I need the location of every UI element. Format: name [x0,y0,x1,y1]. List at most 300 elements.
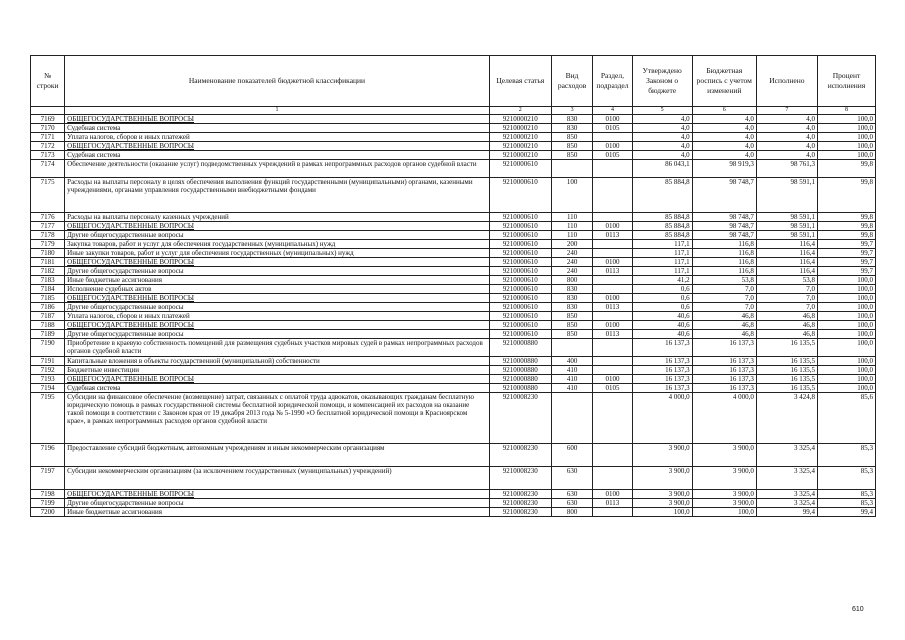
row-expense-kind: 830 [551,303,592,312]
row-target-article: 9210000210 [489,124,551,133]
row-percent: 100,0 [817,339,875,357]
table-row [31,393,876,444]
row-section: 0100 [593,490,632,499]
column-number [31,107,65,115]
row-target-article: 9210000610 [489,330,551,339]
row-expense-kind: 600 [551,444,592,467]
row-expense-kind: 830 [551,285,592,294]
row-indicator-name: Судебная система [65,151,490,160]
row-executed: 7,0 [756,285,817,294]
row-expense-kind [551,339,592,357]
row-budget-list: 98 748,7 [692,213,756,222]
row-expense-kind: 110 [551,222,592,231]
row-expense-kind [551,160,592,178]
row-percent: 85,6 [817,393,875,444]
row-indicator-name: Другие общегосударственные вопросы [65,303,490,312]
row-executed: 16 135,5 [756,357,817,366]
row-approved: 4 000,0 [632,393,692,444]
row-budget-list: 116,8 [692,249,756,258]
row-line-number: 7199 [31,499,65,508]
row-line-number: 7178 [31,231,65,240]
table-row [31,490,876,499]
row-section [593,160,632,178]
table-row [31,384,876,393]
row-budget-list: 3 900,0 [692,444,756,467]
table-row [31,115,876,124]
row-line-number: 7193 [31,375,65,384]
row-percent: 100,0 [817,303,875,312]
row-budget-list: 116,8 [692,267,756,276]
row-expense-kind: 630 [551,499,592,508]
row-approved: 40,6 [632,312,692,321]
row-expense-kind: 850 [551,142,592,151]
row-section: 0100 [593,115,632,124]
row-section: 0100 [593,375,632,384]
row-approved: 3 900,0 [632,499,692,508]
row-executed: 98 761,3 [756,160,817,178]
header-approved: Утверждено Законом о бюджете [632,56,692,107]
row-percent: 99,8 [817,222,875,231]
row-budget-list: 46,8 [692,330,756,339]
row-line-number: 7198 [31,490,65,499]
row-percent: 99,7 [817,267,875,276]
row-percent: 100,0 [817,151,875,160]
row-expense-kind: 850 [551,133,592,142]
row-target-article: 9210008230 [489,508,551,517]
row-approved: 117,1 [632,249,692,258]
row-indicator-name: Закупка товаров, работ и услуг для обеспечения государственных (муниципальных) нужд [65,240,490,249]
row-line-number: 7169 [31,115,65,124]
row-executed: 16 135,5 [756,366,817,375]
row-budget-list: 3 900,0 [692,499,756,508]
row-target-article: 9210000610 [489,276,551,285]
row-executed: 4,0 [756,115,817,124]
row-target-article: 9210008230 [489,490,551,499]
row-percent: 85,3 [817,490,875,499]
row-approved: 117,1 [632,267,692,276]
row-approved: 0,6 [632,303,692,312]
row-executed: 116,4 [756,249,817,258]
column-number-row [31,107,876,115]
row-indicator-name: ОБЩЕГОСУДАРСТВЕННЫЕ ВОПРОСЫ [65,375,490,384]
column-number: 6 [692,107,756,115]
row-approved: 3 900,0 [632,444,692,467]
row-budget-list: 116,8 [692,240,756,249]
row-budget-list: 116,8 [692,258,756,267]
row-approved: 85 884,8 [632,213,692,222]
row-expense-kind [551,393,592,444]
row-target-article: 9210000610 [489,267,551,276]
row-executed: 46,8 [756,321,817,330]
row-section [593,133,632,142]
table-row [31,178,876,213]
row-executed: 116,4 [756,267,817,276]
row-percent: 100,0 [817,321,875,330]
row-approved: 3 900,0 [632,467,692,490]
row-section: 0113 [593,267,632,276]
row-budget-list: 4,0 [692,124,756,133]
row-line-number: 7172 [31,142,65,151]
row-expense-kind: 850 [551,151,592,160]
row-budget-list: 53,8 [692,276,756,285]
row-expense-kind: 630 [551,490,592,499]
row-section [593,508,632,517]
row-expense-kind: 110 [551,213,592,222]
header-row [31,56,876,107]
row-target-article: 9210008230 [489,499,551,508]
table-row [31,285,876,294]
row-budget-list: 4 000,0 [692,393,756,444]
row-indicator-name: Другие общегосударственные вопросы [65,330,490,339]
row-approved: 16 137,3 [632,375,692,384]
row-indicator-name: Капитальные вложения в объекты государственной (муниципальной) собственности [65,357,490,366]
row-approved: 4,0 [632,142,692,151]
row-section [593,249,632,258]
row-line-number: 7173 [31,151,65,160]
row-section [593,178,632,213]
header-executed: Исполнено [756,56,817,107]
row-approved: 40,6 [632,321,692,330]
row-executed: 53,8 [756,276,817,285]
row-expense-kind: 240 [551,258,592,267]
row-executed: 4,0 [756,124,817,133]
row-percent: 100,0 [817,276,875,285]
row-line-number: 7175 [31,178,65,213]
table-row [31,240,876,249]
row-budget-list: 98 919,3 [692,160,756,178]
row-section: 0105 [593,384,632,393]
page-number: 610 [852,606,864,613]
row-percent: 99,7 [817,249,875,258]
row-approved: 4,0 [632,124,692,133]
row-section [593,339,632,357]
row-expense-kind: 240 [551,267,592,276]
row-target-article: 9210000610 [489,240,551,249]
row-percent: 99,4 [817,508,875,517]
row-approved: 100,0 [632,508,692,517]
row-section [593,213,632,222]
table-row [31,231,876,240]
row-expense-kind: 400 [551,357,592,366]
row-budget-list: 4,0 [692,133,756,142]
row-target-article: 9210000210 [489,151,551,160]
row-executed: 98 591,1 [756,222,817,231]
row-target-article: 9210000880 [489,366,551,375]
row-line-number: 7171 [31,133,65,142]
row-approved: 40,6 [632,330,692,339]
row-expense-kind: 630 [551,467,592,490]
row-expense-kind: 850 [551,330,592,339]
row-target-article: 9210000610 [489,258,551,267]
table-body [31,115,876,517]
row-line-number: 7174 [31,160,65,178]
table-row [31,222,876,231]
table-row [31,294,876,303]
row-indicator-name: Другие общегосударственные вопросы [65,231,490,240]
row-budget-list: 7,0 [692,285,756,294]
row-indicator-name: Судебная система [65,124,490,133]
row-approved: 86 043,1 [632,160,692,178]
table-row [31,276,876,285]
row-target-article: 9210000610 [489,222,551,231]
row-indicator-name: Бюджетные инвестиции [65,366,490,375]
row-percent: 100,0 [817,285,875,294]
column-number: 1 [65,107,490,115]
row-approved: 4,0 [632,115,692,124]
row-indicator-name: Уплата налогов, сборов и иных платежей [65,312,490,321]
row-target-article: 9210000210 [489,115,551,124]
row-executed: 98 591,1 [756,231,817,240]
row-section: 0113 [593,303,632,312]
row-percent: 99,8 [817,213,875,222]
row-budget-list: 3 900,0 [692,490,756,499]
row-line-number: 7200 [31,508,65,517]
row-section: 0100 [593,294,632,303]
row-target-article: 9210000210 [489,142,551,151]
row-line-number: 7176 [31,213,65,222]
row-approved: 16 137,3 [632,357,692,366]
row-budget-list: 98 748,7 [692,178,756,213]
row-section: 0113 [593,330,632,339]
row-line-number: 7185 [31,294,65,303]
table-row [31,357,876,366]
table-row [31,366,876,375]
row-expense-kind: 830 [551,124,592,133]
row-target-article: 9210000210 [489,133,551,142]
row-expense-kind: 410 [551,375,592,384]
row-indicator-name: ОБЩЕГОСУДАРСТВЕННЫЕ ВОПРОСЫ [65,258,490,267]
row-approved: 16 137,3 [632,384,692,393]
row-line-number: 7180 [31,249,65,258]
row-executed: 4,0 [756,142,817,151]
row-budget-list: 16 137,3 [692,366,756,375]
row-expense-kind: 830 [551,115,592,124]
row-indicator-name: Иные закупки товаров, работ и услуг для обеспечения государственных (муниципальных) нужд [65,249,490,258]
table-row [31,339,876,357]
row-target-article: 9210000610 [489,312,551,321]
row-budget-list: 4,0 [692,115,756,124]
row-budget-list: 7,0 [692,303,756,312]
table-row [31,312,876,321]
column-number: 3 [551,107,592,115]
row-target-article: 9210000610 [489,231,551,240]
row-section: 0100 [593,142,632,151]
row-section [593,285,632,294]
row-expense-kind: 110 [551,231,592,240]
row-executed: 98 591,1 [756,213,817,222]
row-executed: 3 325,4 [756,499,817,508]
row-section: 0113 [593,499,632,508]
table-row [31,444,876,467]
row-approved: 16 137,3 [632,339,692,357]
row-section [593,240,632,249]
row-line-number: 7184 [31,285,65,294]
row-budget-list: 46,8 [692,312,756,321]
row-executed: 16 135,5 [756,375,817,384]
row-line-number: 7170 [31,124,65,133]
table-row [31,330,876,339]
row-section [593,366,632,375]
row-target-article: 9210000880 [489,384,551,393]
row-line-number: 7181 [31,258,65,267]
table-row [31,303,876,312]
table-row [31,499,876,508]
row-indicator-name: ОБЩЕГОСУДАРСТВЕННЫЕ ВОПРОСЫ [65,115,490,124]
row-indicator-name: Расходы на выплаты персоналу в целях обеспечения выполнения функций государственными (муниципальными) органами, казенными учреждениями, органами управления государственными внебюджетными фондами [65,178,490,213]
row-approved: 4,0 [632,133,692,142]
row-percent: 100,0 [817,330,875,339]
row-line-number: 7196 [31,444,65,467]
row-percent: 99,8 [817,178,875,213]
row-executed: 116,4 [756,240,817,249]
row-target-article: 9210000610 [489,160,551,178]
row-expense-kind: 800 [551,508,592,517]
row-line-number: 7182 [31,267,65,276]
row-percent: 100,0 [817,366,875,375]
header-section: Раздел, подраздел [593,56,632,107]
row-indicator-name: Обеспечение деятельности (оказание услуг) подведомственных учреждений в рамках непрограммных расходов органов судебной власти [65,160,490,178]
row-budget-list: 4,0 [692,151,756,160]
row-line-number: 7189 [31,330,65,339]
row-section [593,467,632,490]
table-row [31,124,876,133]
row-line-number: 7195 [31,393,65,444]
row-percent: 100,0 [817,142,875,151]
row-percent: 100,0 [817,133,875,142]
row-indicator-name: Субсидии на финансовое обеспечение (возмещение) затрат, связанных с оплатой труда адвокатов, оказывающих гражданам бесплатную юридическую помощь в рамках государственной системы бесплатной юридической помощи, и компенсацией их расходов на оказание такой помощи в соответствии с Законом края от 19 декабря 2013 года № 5-1990 «О бесплатной юридической помощи в Красноярском крае», в рамках непрограммных расходов органов судебной власти [65,393,490,444]
row-expense-kind: 100 [551,178,592,213]
row-executed: 46,8 [756,330,817,339]
table-row [31,213,876,222]
row-target-article: 9210000610 [489,285,551,294]
row-indicator-name: Расходы на выплаты персоналу казенных учреждений [65,213,490,222]
row-section [593,444,632,467]
row-percent: 99,8 [817,231,875,240]
row-section: 0100 [593,321,632,330]
row-executed: 4,0 [756,151,817,160]
column-number: 8 [817,107,875,115]
row-budget-list: 16 137,3 [692,357,756,366]
table-row [31,321,876,330]
row-executed: 16 135,5 [756,384,817,393]
row-percent: 100,0 [817,115,875,124]
row-indicator-name: Судебная система [65,384,490,393]
row-expense-kind: 200 [551,240,592,249]
row-section: 0113 [593,231,632,240]
row-executed: 7,0 [756,294,817,303]
column-number: 4 [593,107,632,115]
budget-table [30,55,876,517]
row-section: 0100 [593,258,632,267]
row-percent: 99,8 [817,160,875,178]
row-approved: 85 884,8 [632,178,692,213]
row-line-number: 7192 [31,366,65,375]
row-target-article: 9210000880 [489,357,551,366]
table-row [31,142,876,151]
table-row [31,151,876,160]
row-target-article: 9210000610 [489,249,551,258]
table-row [31,258,876,267]
row-indicator-name: Другие общегосударственные вопросы [65,267,490,276]
row-executed: 46,8 [756,312,817,321]
row-budget-list: 3 900,0 [692,467,756,490]
column-number: 7 [756,107,817,115]
row-executed: 4,0 [756,133,817,142]
row-approved: 41,2 [632,276,692,285]
row-line-number: 7194 [31,384,65,393]
row-percent: 85,3 [817,444,875,467]
row-indicator-name: ОБЩЕГОСУДАРСТВЕННЫЕ ВОПРОСЫ [65,294,490,303]
row-executed: 16 135,5 [756,339,817,357]
row-line-number: 7187 [31,312,65,321]
row-executed: 3 325,4 [756,444,817,467]
row-percent: 99,7 [817,240,875,249]
row-percent: 100,0 [817,357,875,366]
row-budget-list: 4,0 [692,142,756,151]
row-target-article: 9210000610 [489,294,551,303]
row-target-article: 9210008230 [489,393,551,444]
row-line-number: 7186 [31,303,65,312]
row-indicator-name: Субсидии некоммерческим организациям (за исключением государственных (муниципальных) учреждений) [65,467,490,490]
row-expense-kind: 830 [551,294,592,303]
row-approved: 85 884,8 [632,231,692,240]
row-executed: 3 325,4 [756,467,817,490]
row-approved: 117,1 [632,258,692,267]
row-approved: 117,1 [632,240,692,249]
table-row [31,160,876,178]
row-executed: 116,4 [756,258,817,267]
row-indicator-name: ОБЩЕГОСУДАРСТВЕННЫЕ ВОПРОСЫ [65,142,490,151]
row-percent: 100,0 [817,312,875,321]
table-row [31,267,876,276]
row-approved: 4,0 [632,151,692,160]
row-budget-list: 46,8 [692,321,756,330]
row-executed: 3 325,4 [756,490,817,499]
header-budget-list: Бюджетная роспись с учетом изменений [692,56,756,107]
row-percent: 85,3 [817,467,875,490]
table-row [31,249,876,258]
header-indicator-name: Наименование показателей бюджетной классификации [65,56,490,107]
row-expense-kind: 410 [551,384,592,393]
row-line-number: 7197 [31,467,65,490]
row-indicator-name: Иные бюджетные ассигнования [65,276,490,285]
row-section: 0100 [593,222,632,231]
column-number: 5 [632,107,692,115]
row-target-article: 9210000610 [489,321,551,330]
row-indicator-name: Иные бюджетные ассигнования [65,508,490,517]
table-row [31,508,876,517]
row-section [593,312,632,321]
row-executed: 7,0 [756,303,817,312]
row-approved: 0,6 [632,285,692,294]
row-indicator-name: ОБЩЕГОСУДАРСТВЕННЫЕ ВОПРОСЫ [65,490,490,499]
row-line-number: 7177 [31,222,65,231]
row-target-article: 9210000880 [489,339,551,357]
row-approved: 16 137,3 [632,366,692,375]
table-row [31,133,876,142]
row-indicator-name: Предоставление субсидий бюджетным, автономным учреждениям и иным некоммерческим организациям [65,444,490,467]
row-indicator-name: Исполнение судебных актов [65,285,490,294]
row-budget-list: 16 137,3 [692,375,756,384]
row-indicator-name: ОБЩЕГОСУДАРСТВЕННЫЕ ВОПРОСЫ [65,222,490,231]
row-section [593,276,632,285]
table-row [31,467,876,490]
row-expense-kind: 850 [551,321,592,330]
row-target-article: 9210000610 [489,178,551,213]
row-budget-list: 100,0 [692,508,756,517]
row-target-article: 9210000610 [489,303,551,312]
row-line-number: 7179 [31,240,65,249]
